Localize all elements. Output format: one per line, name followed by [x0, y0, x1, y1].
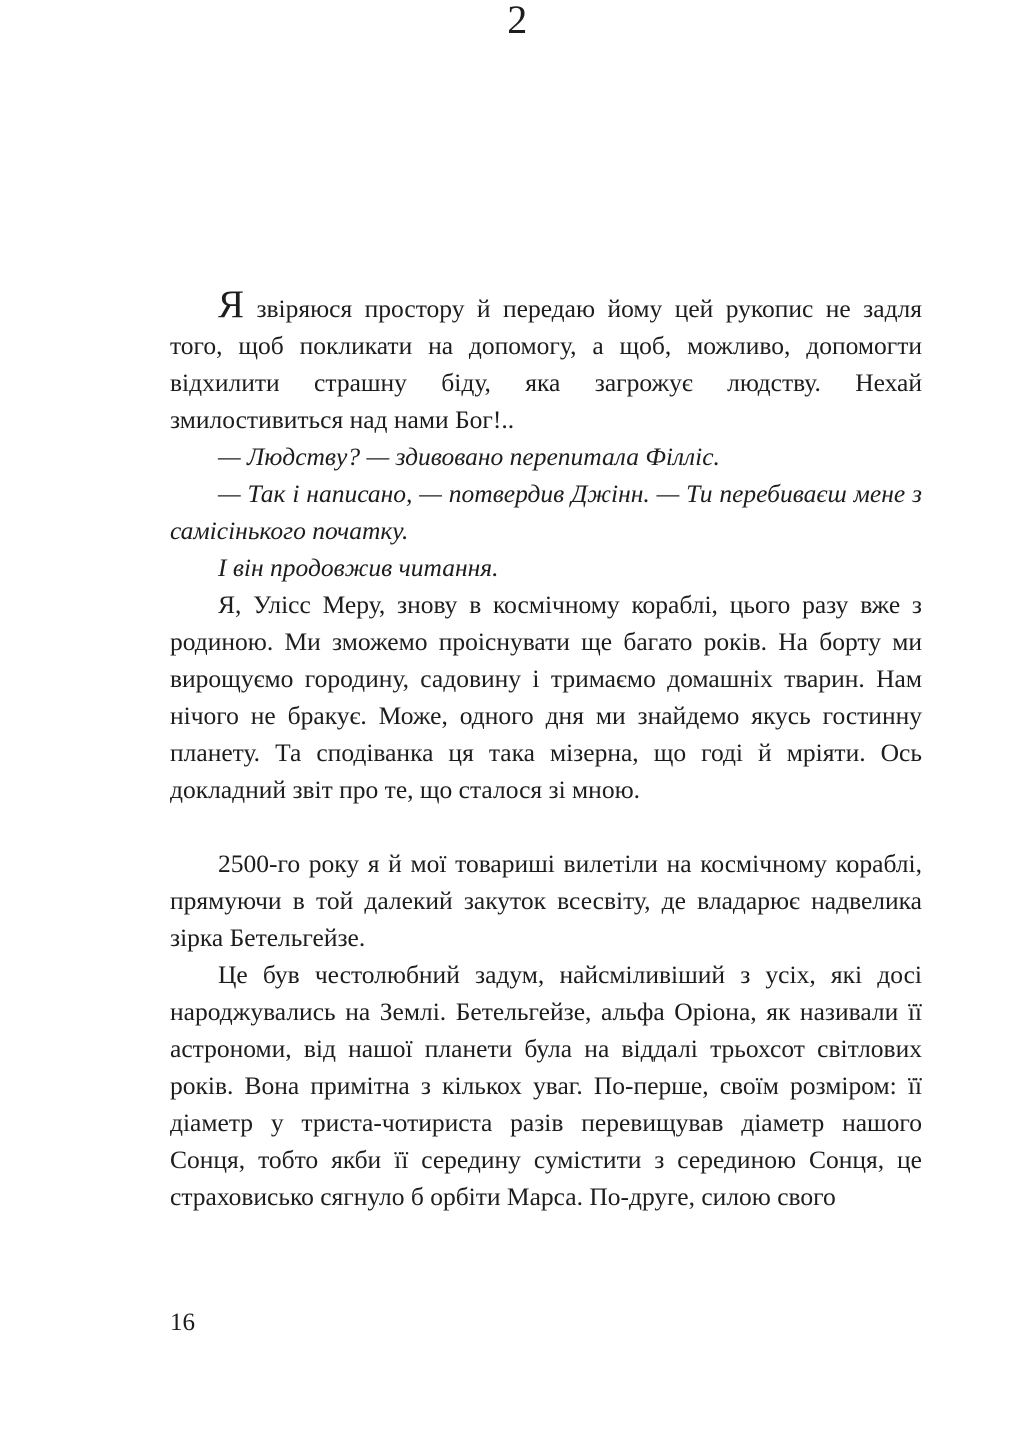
paragraph — [170, 438, 922, 475]
paragraph-text: Це був честолюбний задум, найсміливіший з усіх, які досі народжувались на Землі. Бетельгейзе, альфа Оріона, як називали її астрономи, від нашої планети була на віддалі трьохсот світлових років. Вона примітна з кількох уваг. По-перше, своїм розміром: її діаметр у триста-чотириста разів перевищував діаметр нашого Сонця, тобто якби її середину сумістити з серединою Сонця, це страховисько сягнуло б орбіти Марса. По-друге, силою свого — [170, 960, 922, 1211]
paragraph-text: — Людству? — здивовано перепитала Філліс. — [218, 442, 720, 471]
paragraph — [170, 475, 922, 549]
paragraph-text: І він продовжив читання. — [218, 553, 499, 582]
paragraph — [170, 956, 922, 1215]
paragraph — [170, 549, 922, 586]
paragraph — [170, 586, 922, 808]
paragraph — [170, 845, 922, 956]
paragraph-text: 2500-го року я й мої товариші вилетіли на космічному кораблі, прямуючи в той далекий закуток всесвіту, де владарює надвелика зірка Бетельгейзе. — [170, 849, 922, 952]
paragraph-text: Я, Улісс Меру, знову в космічному кораблі, цього разу вже з родиною. Ми зможемо проіснувати ще багато років. На борту ми вирощуємо городину, садовину і тримаємо домашніх тварин. Нам нічого не бракує. Може, одного дня ми знайдемо якусь гостинну планету. Та сподіванка ця така мізерна, що годі й мріяти. Ось докладний звіт про те, що сталося зі мною. — [170, 590, 922, 804]
page-number: 16 — [170, 1309, 195, 1336]
paragraph-text: звіряюся простору й передаю йому цей рукопис не задля того, щоб покликати на допомогу, а щоб, можливо, допомогти відхилити страшну біду, яка загрожує людству. Нехай змилостивиться над нами Бог!.. — [170, 294, 922, 434]
initial-cap: Я — [218, 283, 245, 326]
chapter-number: 2 — [507, 0, 528, 42]
text-block — [170, 283, 922, 1215]
body-copy — [170, 283, 922, 1215]
paragraph-text: — Так і написано, — потвердив Джінн. — Ти перебиваєш мене з самісінького початку. — [170, 479, 922, 545]
paragraph — [170, 283, 922, 438]
